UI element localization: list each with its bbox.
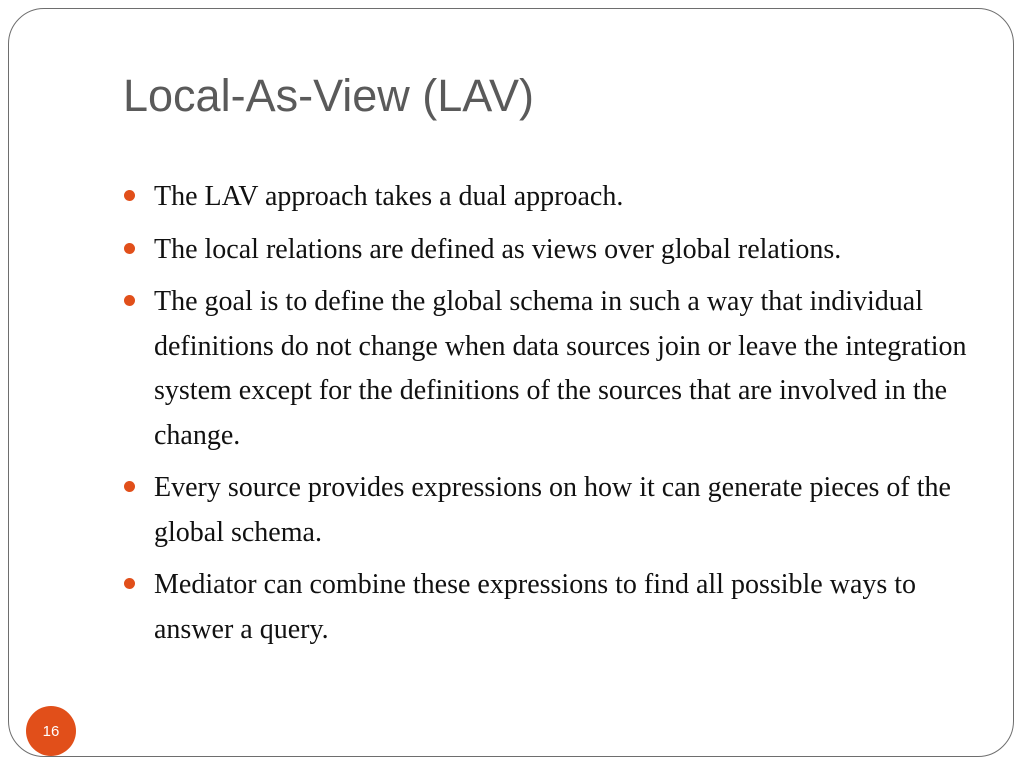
slide-title: Local-As-View (LAV) <box>123 70 534 121</box>
bullet-item <box>123 466 973 555</box>
bullet-dot-icon <box>124 295 135 306</box>
bullet-text: The LAV approach takes a dual approach. <box>154 181 624 212</box>
bullet-item <box>123 175 973 220</box>
bullet-list <box>123 175 973 660</box>
bullet-dot-icon <box>124 481 135 492</box>
bullet-item <box>123 228 973 273</box>
bullet-text: The local relations are defined as views over global relations. <box>154 233 842 265</box>
bullet-dot-icon <box>124 190 135 201</box>
page-number: 16 <box>42 722 60 740</box>
page-number-badge <box>26 706 76 756</box>
bullet-text: Every source provides expressions on how it can generate pieces of the global schema. <box>154 472 951 548</box>
slide-frame <box>8 8 1014 757</box>
bullet-dot-icon <box>124 243 135 254</box>
bullet-text: The goal is to define the global schema in such a way that individual definitions do not change when data sources join or leave the integration system except for the definitions of the sources that are involved in the change. <box>154 286 967 451</box>
bullet-item <box>123 563 973 652</box>
bullet-dot-icon <box>124 578 135 589</box>
bullet-text: Mediator can combine these expressions to find all possible ways to answer a query. <box>154 569 917 645</box>
bullet-item <box>123 280 973 458</box>
